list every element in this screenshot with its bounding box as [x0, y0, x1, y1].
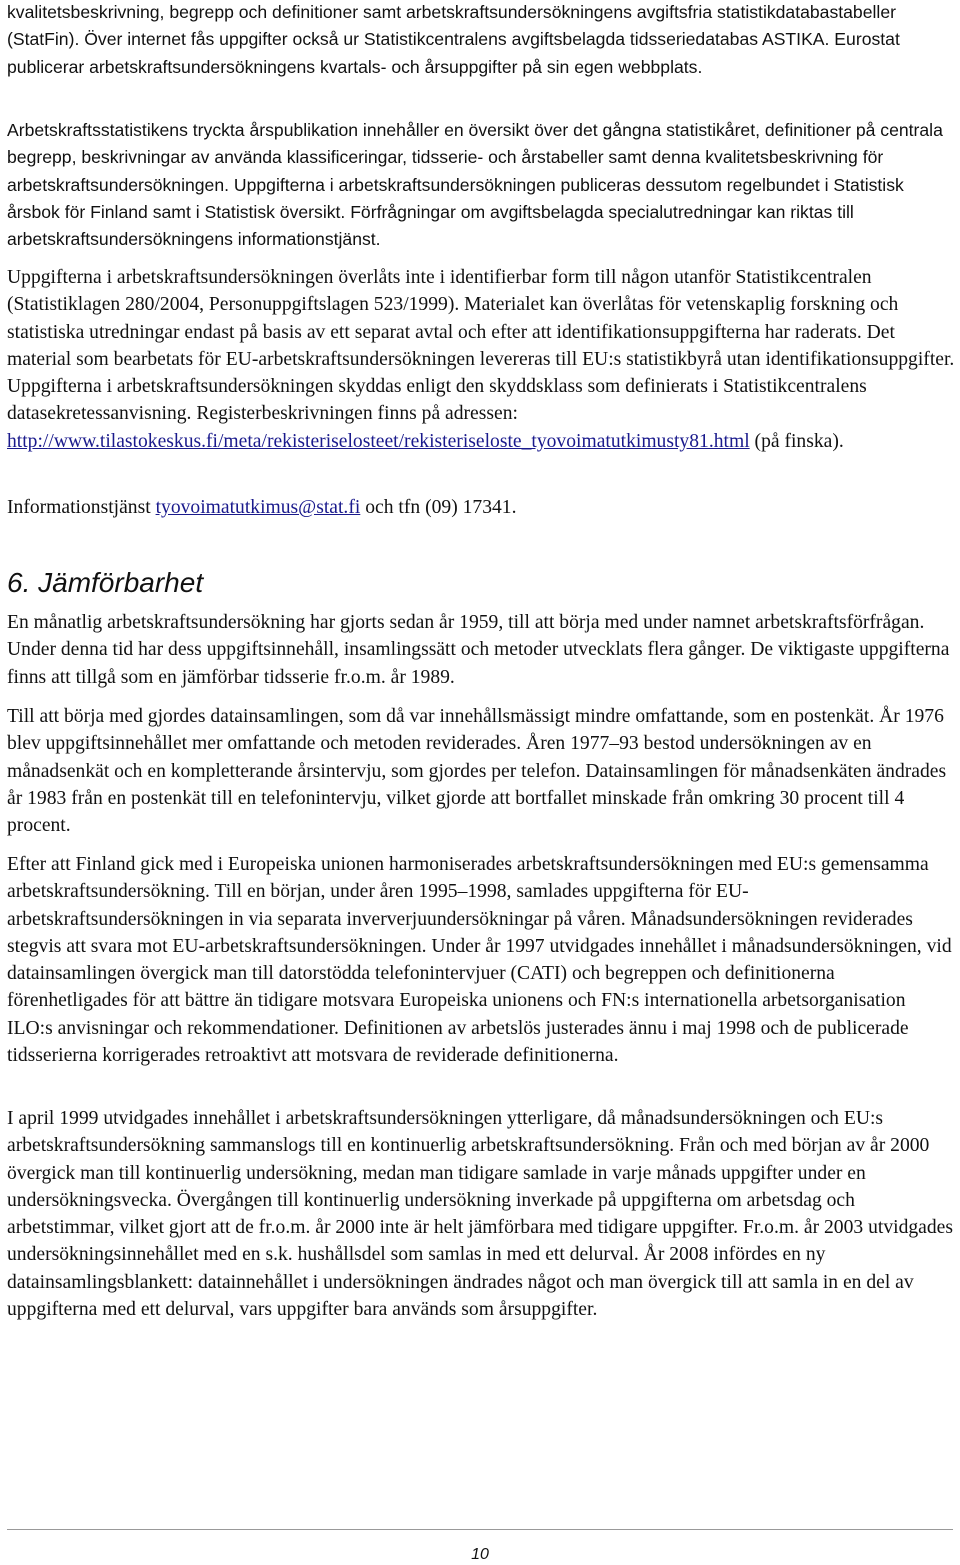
section-paragraph-4: I april 1999 utvidgades innehållet i arbetskraftsundersökningen ytterligare, då månadsundersökningen och EU:s arbetskraftsundersökning sammanslogs till en kontinuerlig arbetskraftsundersökning. Från och med början av år 2000 övergick man till kontinuerlig undersökning, medan man tidigare samlade in varje månads uppgifter under en undersökningsvecka. Övergången till kontinuerlig undersökning inverkade på uppgifterna om arbetsdag och arbetstimmar, vilket gjort att de fr.o.m. år 2000 inte är helt jämförbara med tidigare uppgifter. Fr.o.m. år 2003 utvidgades undersökningsinnehållet med en s.k. hushållsdel som samlas in med ett delurval. År 2008 infördes en ny datainsamlingsblankett: datainnehållet i undersökningen ändrades något och man övergick till att samla in en del av uppgifterna med ett delurval, vars uppgifter bara används som årsuppgifter. [7, 1108, 953, 1321]
section-paragraph-2: Till att börja med gjordes datainsamlingen, som då var innehållsmässigt mindre omfattande, som en postenkät. År 1976 blev uppgiftsinnehållet mer omfattande och metoden reviderades. Åren 1977–93 bestod undersökningen av en månadsenkät och en kompletterande årsintervju, som gjordes per telefon. Datainsamlingen för månadsenkäten ändrades år 1983 från en postenkät till en telefonintervju, vilket gjorde att bortfallet minskade från omkring 30 procent till 4 procent. [7, 706, 947, 837]
section-heading: 6. Jämförbarhet [7, 567, 204, 598]
contact-email-link[interactable]: tyovoimatutkimus@stat.fi [155, 497, 361, 518]
section-paragraph-3: Efter att Finland gick med i Europeiska unionen harmoniserades arbetskraftsundersökningen med EU:s gemensamma arbetskraftsundersökning. Till en början, under åren 1995–1998, samlades uppgifterna för EU-arbetskraftsundersökningen in via separata inververjuundersökningar på våren. Månadsundersökningen reviderades stegvis att svara mot EU-arbetskraftsundersökningen. Under år 1997 utvidgades innehållet i månadsundersökningen, vid datainsamlingen övergick man till datorstödda telefonintervjuer (CATI) och begreppen och definitionerna förenhetligades för att bättre än tidigare motsvara Europeiska unionens och FN:s internationella arbetsorganisation ILO:s anvisningar och rekommendationer. Definitionen av arbetslös justerades ännu i maj 1998 och de publicerade tidsserierna korrigerades retroaktivt att motsvara de reviderade definitionerna. [7, 854, 952, 1067]
register-description-link[interactable]: http://www.tilastokeskus.fi/meta/rekisteriselosteet/rekisteriseloste_tyovoimatutkimusty81.html [7, 430, 750, 452]
intro-paragraph: kvalitetsbeskrivning, begrepp och definitioner samt arbetskraftsundersökningens avgiftsfria statistikdatabastabeller (StatFin). Över internet fås uppgifter också ur Statistikcentralens avgiftsbelagda tidsseriedatabas ASTIKA. Eurostat publicerar arbetskraftsundersökningens kvartals- och årsuppgifter på sin egen webbplats. [7, 2, 900, 77]
privacy-text: Uppgifterna i arbetskraftsundersökningen överlåts inte i identifierbar form till någon utanför Statistikcentralen (Statistiklagen 280/2004, Personuppgiftslagen 523/1999). Materialet kan överlåtas för vetenskaplig forskning och statistiska utredningar endast på basis av ett separat avtal och efter att identifikationsuppgifterna har raderats. Det material som bearbetats för EU-arbetskraftsundersökningen levereras till EU:s statistikbyrå utan identifikationsuppgifter. Uppgifterna i arbetskraftsundersökningen skyddas enligt den skyddsklass som definierats i Statistikcentralens datasekretessanvisning. Registerbeskrivningen finns på adressen: [7, 267, 955, 425]
contact-line [7, 494, 517, 521]
contact-phone: och tfn (09) 17341. [365, 497, 517, 518]
link-suffix: (på finska). [754, 430, 844, 452]
publication-paragraph: Arbetskraftsstatistikens tryckta årspublikation innehåller en översikt över det gångna statistikåret, definitioner på centrala begrepp, beskrivningar av använda klassificeringar, tidsserie- och årstabeller samt denna kvalitetsbeskrivning för arbetskraftsundersökningen. Uppgifterna i arbetskraftsundersökningen publiceras dessutom regelbundet i Statistisk årsbok för Finland samt i Statistisk översikt. Förfrågningar om avgiftsbelagda specialutredningar kan riktas till arbetskraftsundersökningens informationstjänst. [7, 120, 943, 250]
contact-label: Informationstjänst [7, 497, 151, 518]
privacy-paragraph [7, 264, 955, 455]
footer-divider [7, 1529, 953, 1530]
page-number: 10 [471, 1546, 489, 1563]
section-paragraph-1: En månatlig arbetskraftsundersökning har gjorts sedan år 1959, till att börja med under namnet arbetskraftsförfrågan. Under denna tid har dess uppgiftsinnehåll, insamlingssätt och metoder utvecklats flera gånger. De viktigaste uppgifterna finns att tillgå som en jämförbar tidsserie fr.o.m. år 1989. [7, 612, 950, 688]
